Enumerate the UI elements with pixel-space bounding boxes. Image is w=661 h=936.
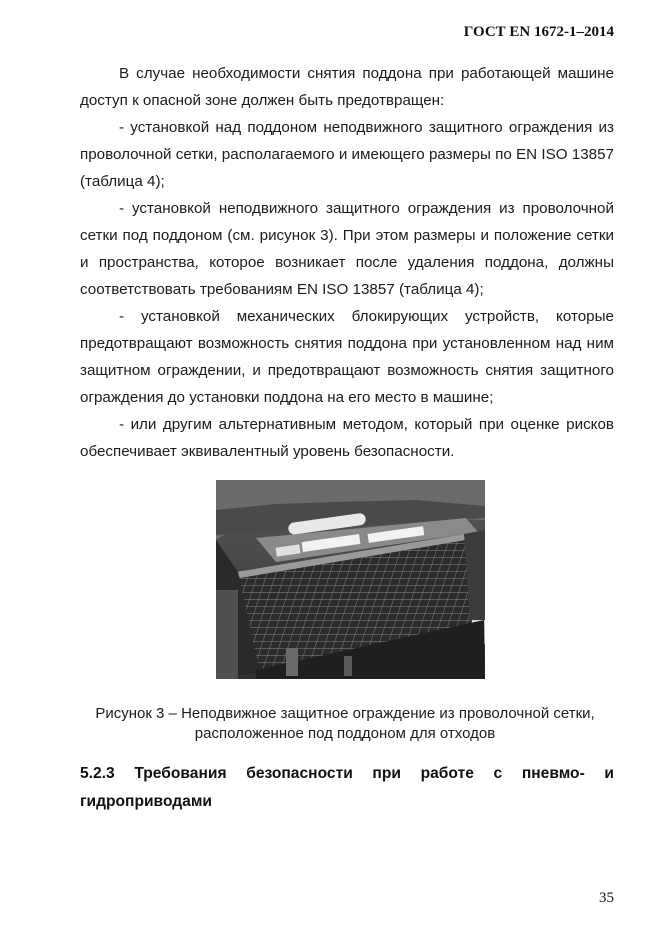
figure-caption-line-1: Рисунок 3 – Неподвижное защитное ограждение из проволочной сетки, bbox=[95, 705, 595, 722]
document-code-header: ГОСТ EN 1672-1–2014 bbox=[463, 24, 614, 40]
paragraph-item-1: - установкой над поддоном неподвижного защитного ограждения из проволочной сетки, располагаемого и имеющего размеры по EN ISO 13857 (таблица 4); bbox=[80, 119, 614, 190]
paragraph-intro: В случае необходимости снятия поддона при работающей машине доступ к опасной зоне должен быть предотвращен: bbox=[80, 65, 614, 109]
paragraph-item-4: - или другим альтернативным методом, который при оценке рисков обеспечивает эквивалентный уровень безопасности. bbox=[80, 416, 614, 460]
paragraph-item-3: - установкой механических блокирующих устройств, которые предотвращают возможность снятия поддона при установленном над ним защитном ограждении, и предотвращают возможность снятия защитного ограждения до установки поддона на его место в машине; bbox=[80, 308, 614, 406]
section-heading: 5.2.3 Требования безопасности при работе с пневмо- и гидроприводами bbox=[80, 765, 614, 810]
figure-caption-line-2: расположенное под поддоном для отходов bbox=[194, 725, 496, 742]
figure-wire-mesh-guard-photo bbox=[216, 480, 485, 679]
figure-caption bbox=[70, 704, 620, 744]
paragraph-item-2: - установкой неподвижного защитного ограждения из проволочной сетки под поддоном (см. рисунок 3). При этом размеры и положение сетки и пространства, которое возникает после удаления поддона, должны соответствовать требованиям EN ISO 13857 (таблица 4); bbox=[80, 200, 614, 298]
body-text bbox=[80, 60, 614, 465]
page-number: 35 bbox=[599, 890, 614, 906]
